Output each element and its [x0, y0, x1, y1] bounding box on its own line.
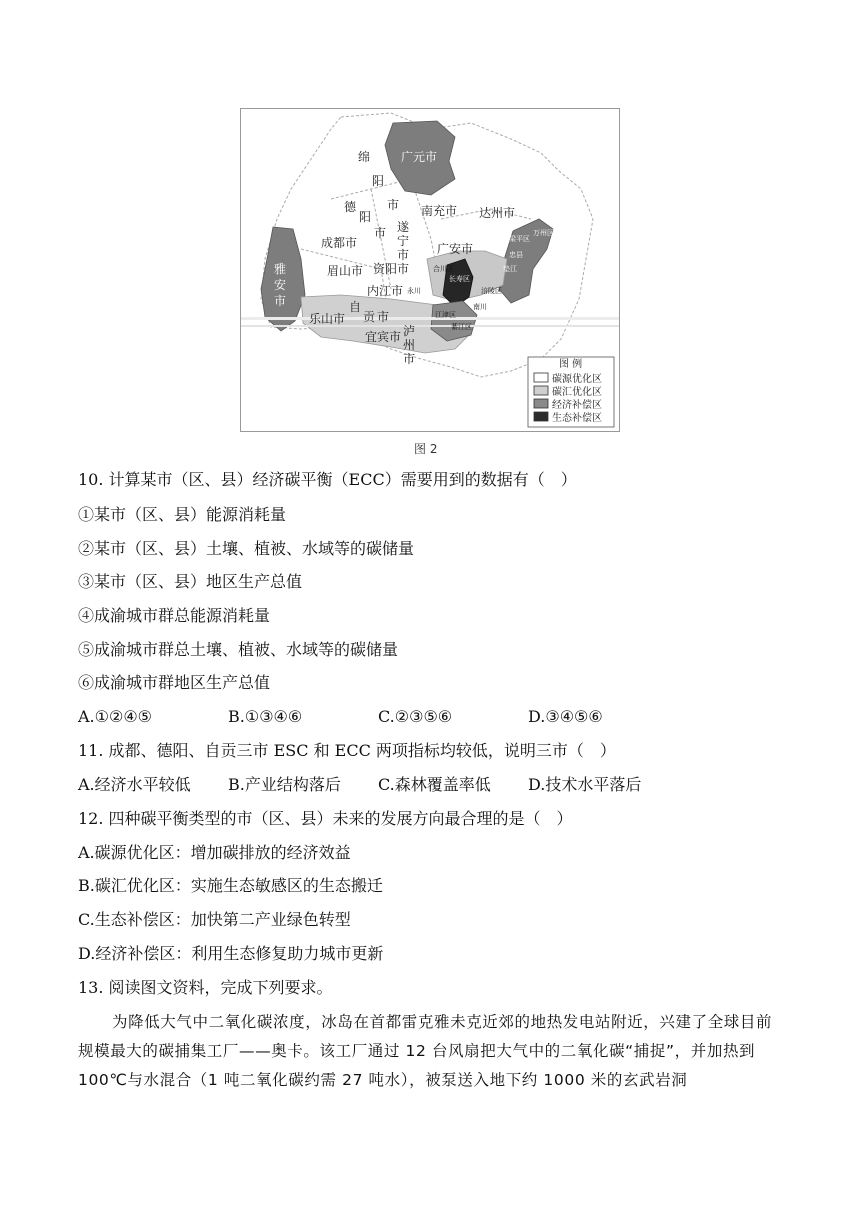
label-zigong-2: 贡	[363, 310, 376, 324]
label-chengdu: 成都市	[321, 236, 358, 250]
label-luzhou-2: 州	[403, 338, 416, 352]
q10-option-c[interactable]: C.②③⑤⑥	[378, 707, 453, 726]
figure-caption: 图 2	[414, 442, 438, 456]
label-zhongxian: 忠县	[509, 251, 523, 259]
q10-item-3: ③某市（区、县）地区生产总值	[78, 572, 303, 591]
label-yongchuan: 永川	[407, 287, 421, 295]
label-yaan-3: 市	[274, 294, 287, 308]
label-dianjiang: 垫江	[503, 265, 517, 273]
q12-stem: 12. 四种碳平衡类型的市（区、县）未来的发展方向最合理的是（ ）	[78, 809, 573, 828]
q12-option-d[interactable]: D.经济补偿区：利用生态修复助力城市更新	[78, 944, 384, 963]
scan-streak	[241, 317, 619, 320]
q10-item-6: ⑥成渝城市群地区生产总值	[78, 673, 271, 692]
legend-label-3: 生态补偿区	[552, 413, 602, 424]
label-yaan-2: 安	[274, 278, 287, 292]
label-suining-1: 遂	[397, 220, 410, 234]
label-leshan: 乐山市	[309, 312, 346, 326]
label-deyang-3: 市	[374, 226, 387, 240]
label-mianyang-2: 阳	[372, 174, 385, 188]
label-zigong-3: 市	[377, 310, 390, 324]
label-changshou: 长寿区	[449, 275, 470, 283]
label-meishan: 眉山市	[327, 264, 364, 278]
q13-stem: 13. 阅读图文资料，完成下列要求。	[78, 978, 333, 997]
q11-option-b[interactable]: B.产业结构落后	[228, 775, 341, 794]
legend-title: 图 例	[559, 359, 583, 370]
q10-item-5: ⑤成渝城市群总土壤、植被、水域等的碳储量	[78, 640, 399, 659]
label-neijiang: 内江市	[367, 284, 404, 298]
label-deyang-2: 阳	[359, 210, 372, 224]
q10-options	[78, 707, 778, 727]
label-mianyang-1: 绵	[358, 150, 371, 164]
label-nanchuan: 南川	[473, 303, 487, 311]
label-hechuan: 合川区	[433, 265, 454, 273]
label-deyang-1: 德	[344, 200, 357, 214]
label-suining-3: 市	[397, 248, 410, 262]
q11-option-d[interactable]: D.技术水平落后	[528, 775, 642, 794]
label-jiangjin: 江津区	[435, 311, 456, 319]
legend-swatch-1	[534, 386, 548, 395]
q10-option-b[interactable]: B.①③④⑥	[228, 707, 303, 726]
label-zigong-1: 自	[349, 300, 362, 314]
label-yaan-1: 雅	[274, 262, 287, 276]
q10-stem: 10. 计算某市（区、县）经济碳平衡（ECC）需要用到的数据有（ ）	[78, 470, 577, 489]
label-nanchong: 南充市	[421, 204, 458, 218]
legend-swatch-3	[534, 412, 548, 421]
legend-label-1: 碳汇优化区	[552, 387, 602, 398]
label-dazhou: 达州市	[479, 206, 516, 220]
figure-2-map	[240, 108, 620, 432]
q10-item-4: ④成渝城市群总能源消耗量	[78, 606, 271, 625]
legend-swatch-0	[534, 373, 548, 382]
label-suining-2: 宁	[397, 234, 410, 248]
label-liangping: 梁平区	[509, 235, 530, 243]
label-yibin: 宜宾市	[365, 330, 402, 344]
q11-options	[78, 775, 778, 795]
label-qijiang: 綦江区	[451, 323, 472, 331]
map-svg	[241, 109, 619, 431]
label-guangan: 广安市	[437, 242, 474, 256]
legend-swatch-2	[534, 399, 548, 408]
q12-option-a[interactable]: A.碳源优化区：增加碳排放的经济效益	[78, 843, 351, 862]
q13-paragraph: 为降低大气中二氧化碳浓度，冰岛在首都雷克雅未克近郊的地热发电站附近，兴建了全球目前规模最大的碳捕集工厂——奥卡。该工厂通过 12 台风扇把大气中的二氧化碳“捕捉”，并加热到 100℃与水混合（1 吨二氧化碳约需 27 吨水），被泵送入地下约 1000 米的玄武岩洞	[78, 1013, 773, 1089]
q10-option-a[interactable]: A.①②④⑤	[78, 707, 153, 726]
label-fuling: 涪陵区	[481, 287, 502, 295]
q11-option-c[interactable]: C.森林覆盖率低	[378, 775, 491, 794]
scan-streak	[241, 325, 619, 327]
legend-label-2: 经济补偿区	[552, 400, 602, 411]
q10-item-2: ②某市（区、县）土壤、植被、水域等的碳储量	[78, 539, 415, 558]
label-luzhou-3: 市	[403, 352, 416, 366]
q10-option-d[interactable]: D.③④⑤⑥	[528, 707, 603, 726]
q10-item-1: ①某市（区、县）能源消耗量	[78, 505, 287, 524]
label-wanzhou: 万州区	[533, 229, 554, 237]
legend-label-0: 碳源优化区	[552, 374, 602, 385]
q12-option-b[interactable]: B.碳汇优化区：实施生态敏感区的生态搬迁	[78, 876, 383, 895]
map-legend	[528, 357, 614, 427]
label-luzhou-1: 泸	[403, 324, 416, 338]
q11-option-a[interactable]: A.经济水平较低	[78, 775, 191, 794]
q12-option-c[interactable]: C.生态补偿区：加快第二产业绿色转型	[78, 910, 351, 929]
label-ziyang: 资阳市	[373, 262, 410, 276]
q11-stem: 11. 成都、德阳、自贡三市 ESC 和 ECC 两项指标均较低，说明三市（ ）	[78, 741, 616, 760]
label-guangyuan: 广元市	[401, 150, 438, 164]
label-mianyang-3: 市	[387, 198, 400, 212]
